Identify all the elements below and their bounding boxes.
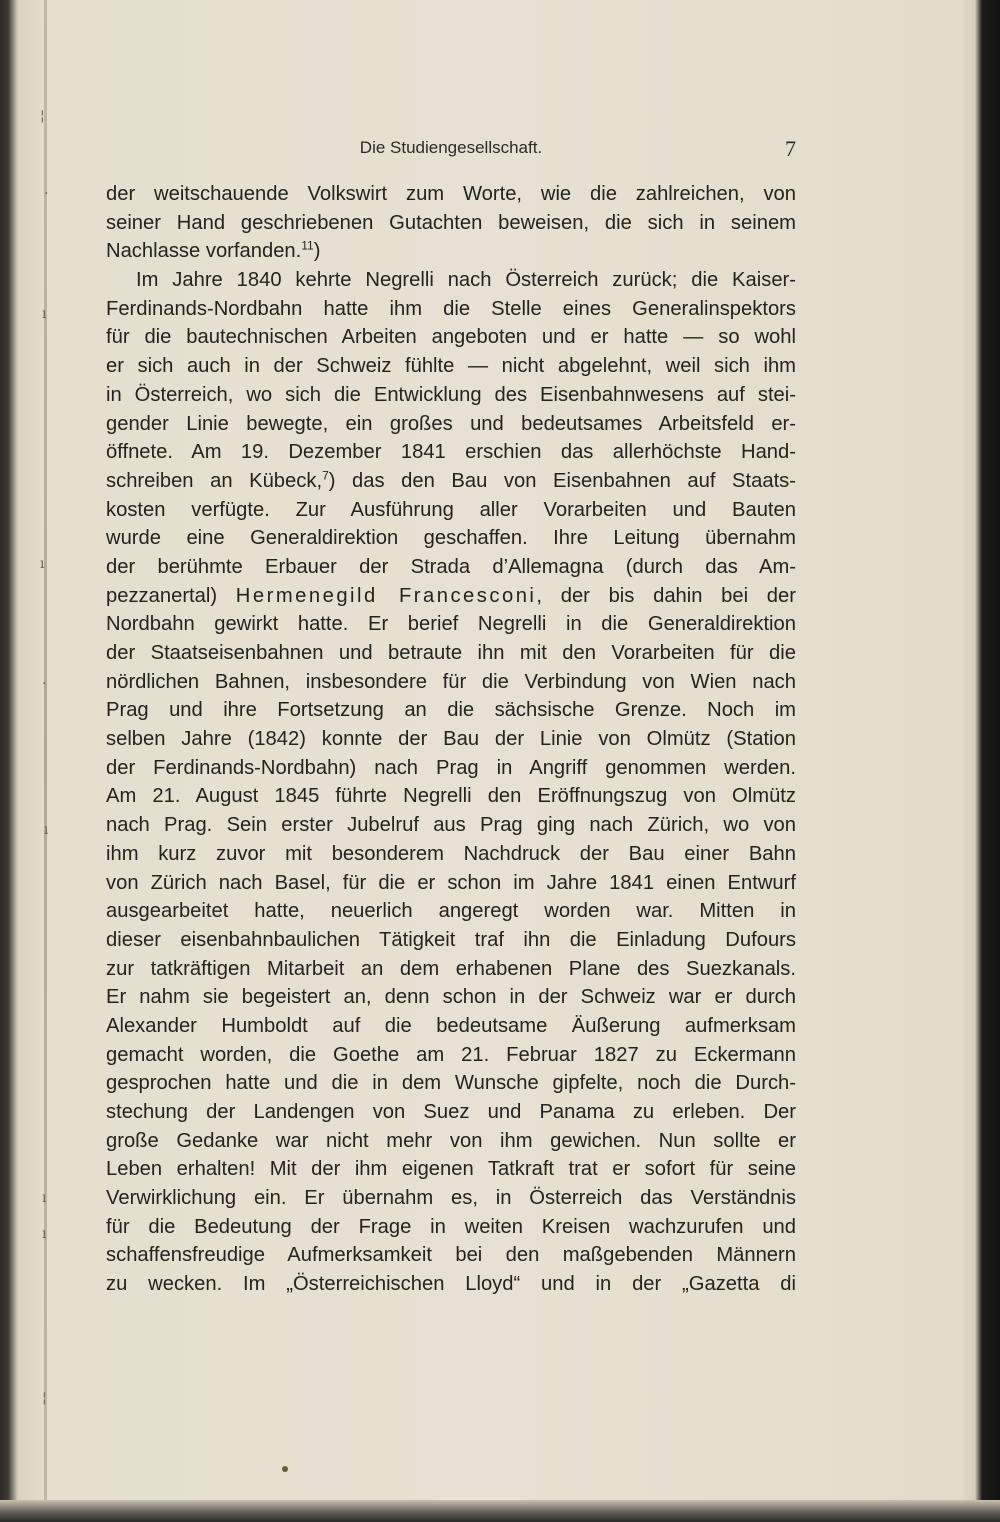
text-line: wurde eine Generaldirektion geschaffen. Ihre Leitung übernahm	[106, 527, 796, 550]
margin-speck: ı	[44, 822, 49, 838]
text-line: für die bautechnischen Arbeiten angeboten und er hatte — so wohl	[106, 326, 796, 349]
margin-speck: ı	[42, 1226, 47, 1242]
text-line: Er nahm sie begeistert an, denn schon in der Schweiz war er durch	[106, 986, 796, 1009]
text-line: Nordbahn gewirkt hatte. Er berief Negrelli in die Generaldirektion	[106, 613, 796, 636]
text-line: Verwirklichung ein. Er übernahm es, in Österreich das Verständnis	[106, 1187, 796, 1210]
text-line: er sich auch in der Schweiz fühlte — nicht abgelehnt, weil sich ihm	[106, 355, 796, 378]
text-line: nach Prag. Sein erster Jubelruf aus Prag ging nach Zürich, wo von	[106, 814, 796, 837]
body-text	[106, 180, 796, 1299]
margin-speck: ·	[42, 676, 47, 692]
text-line: große Gedanke war nicht mehr von ihm gewichen. Nun sollte er	[106, 1129, 796, 1152]
text-line: kosten verfügte. Zur Ausführung aller Vorarbeiten und Bauten	[106, 498, 796, 521]
text-line: seiner Hand geschriebenen Gutachten beweisen, die sich in seinem	[106, 211, 796, 234]
text-line: der Ferdinands-Nordbahn) nach Prag in Angriff genommen werden.	[106, 756, 796, 779]
text-segment: )	[313, 240, 321, 263]
page-number: 7	[785, 136, 796, 161]
text-line: selben Jahre (1842) konnte der Bau der Linie von Olmütz (Station	[106, 728, 796, 751]
margin-speck: ¦	[42, 1390, 47, 1406]
text-line: stechung der Landengen von Suez und Panama zu erleben. Der	[106, 1101, 796, 1123]
text-segment: , der bis dahin bei der	[536, 584, 796, 607]
text-line: der berühmte Erbauer der Strada d’Allemagna (durch das Am-	[106, 555, 796, 578]
text-line: für die Bedeutung der Frage in weiten Kreisen wachzurufen und	[106, 1215, 796, 1238]
text-line: gesprochen hatte und die in dem Wunsche gipfelte, noch die Durch-	[106, 1072, 796, 1095]
book-gutter	[44, 0, 47, 1522]
text-line: ihm kurz zuvor mit besonderem Nachdruck der Bau einer Bahn	[106, 842, 796, 865]
text-line: der weitschauende Volkswirt zum Worte, wie die zahlreichen, von	[106, 183, 796, 205]
text-line	[106, 467, 796, 496]
margin-speck: ı	[42, 306, 47, 322]
text-line: der Staatseisenbahnen und betraute ihn mit den Vorarbeiten für die	[106, 642, 796, 664]
text-line: Alexander Humboldt auf die bedeutsame Äußerung aufmerksam	[106, 1014, 796, 1037]
text-line: öffnete. Am 19. Dezember 1841 erschien das allerhöchste Hand-	[106, 441, 796, 464]
text-line: Prag und ihre Fortsetzung an die sächsische Grenze. Noch im	[106, 699, 796, 722]
text-line: Im Jahre 1840 kehrte Negrelli nach Österreich zurück; die Kaiser-	[136, 269, 796, 292]
text-line: zu wecken. Im „Österreichischen Lloyd“ und in der „Gazetta di	[106, 1273, 796, 1296]
text-line: Leben erhalten! Mit der ihm eigenen Tatkraft trat er sofort für seine	[106, 1158, 796, 1181]
text-line: Ferdinands-Nordbahn hatte ihm die Stelle eines Generalinspektors	[106, 297, 796, 320]
margin-speck: ·	[44, 186, 49, 202]
text-line: zur tatkräftigen Mitarbeit an dem erhabenen Plane des Suezkanals.	[106, 957, 796, 980]
text-line: Am 21. August 1845 führte Negrelli den Eröffnungszug von Olmütz	[106, 785, 796, 808]
text-line: schaffensfreudige Aufmerksamkeit bei den maßgebenden Männern	[106, 1244, 796, 1267]
text-segment: pezzanertal)	[106, 584, 218, 607]
text-segment: ) das den Bau von Eisenbahnen auf Staats-	[328, 469, 796, 492]
margin-speck: ı	[40, 556, 45, 572]
margin-speck: ¦	[40, 108, 45, 124]
margin-speck: ı	[42, 1190, 47, 1206]
text-line: gender Linie bewegte, ein großes und bedeutsames Arbeitsfeld er-	[106, 412, 796, 435]
text-line	[106, 237, 796, 266]
running-head	[106, 138, 796, 168]
page-bottom-edge	[0, 1500, 1000, 1522]
text-line: von Zürich nach Basel, für die er schon im Jahre 1841 einen Entwurf	[106, 871, 796, 894]
text-line: nördlichen Bahnen, insbesondere für die Verbindung von Wien nach	[106, 670, 796, 693]
ink-spot	[282, 1466, 288, 1472]
person-name-spaced: Hermenegild Francesconi	[235, 584, 537, 607]
footnote-ref: 11	[301, 238, 314, 253]
text-segment: Nachlasse vorfanden.	[106, 240, 302, 263]
running-head-title: Die Studiengesellschaft.	[359, 138, 543, 157]
text-line: dieser eisenbahnbaulichen Tätigkeit traf ihn die Einladung Dufours	[106, 928, 796, 951]
text-line: gemacht worden, die Goethe am 21. Februar 1827 zu Eckermann	[106, 1043, 796, 1066]
text-segment: schreiben an Kübeck,	[106, 469, 323, 492]
text-line	[106, 582, 796, 611]
footnote-ref: 7	[322, 468, 329, 483]
text-line: ausgearbeitet hatte, neuerlich angeregt worden war. Mitten in	[106, 900, 796, 923]
text-line: in Österreich, wo sich die Entwicklung des Eisenbahnwesens auf stei-	[106, 383, 796, 406]
